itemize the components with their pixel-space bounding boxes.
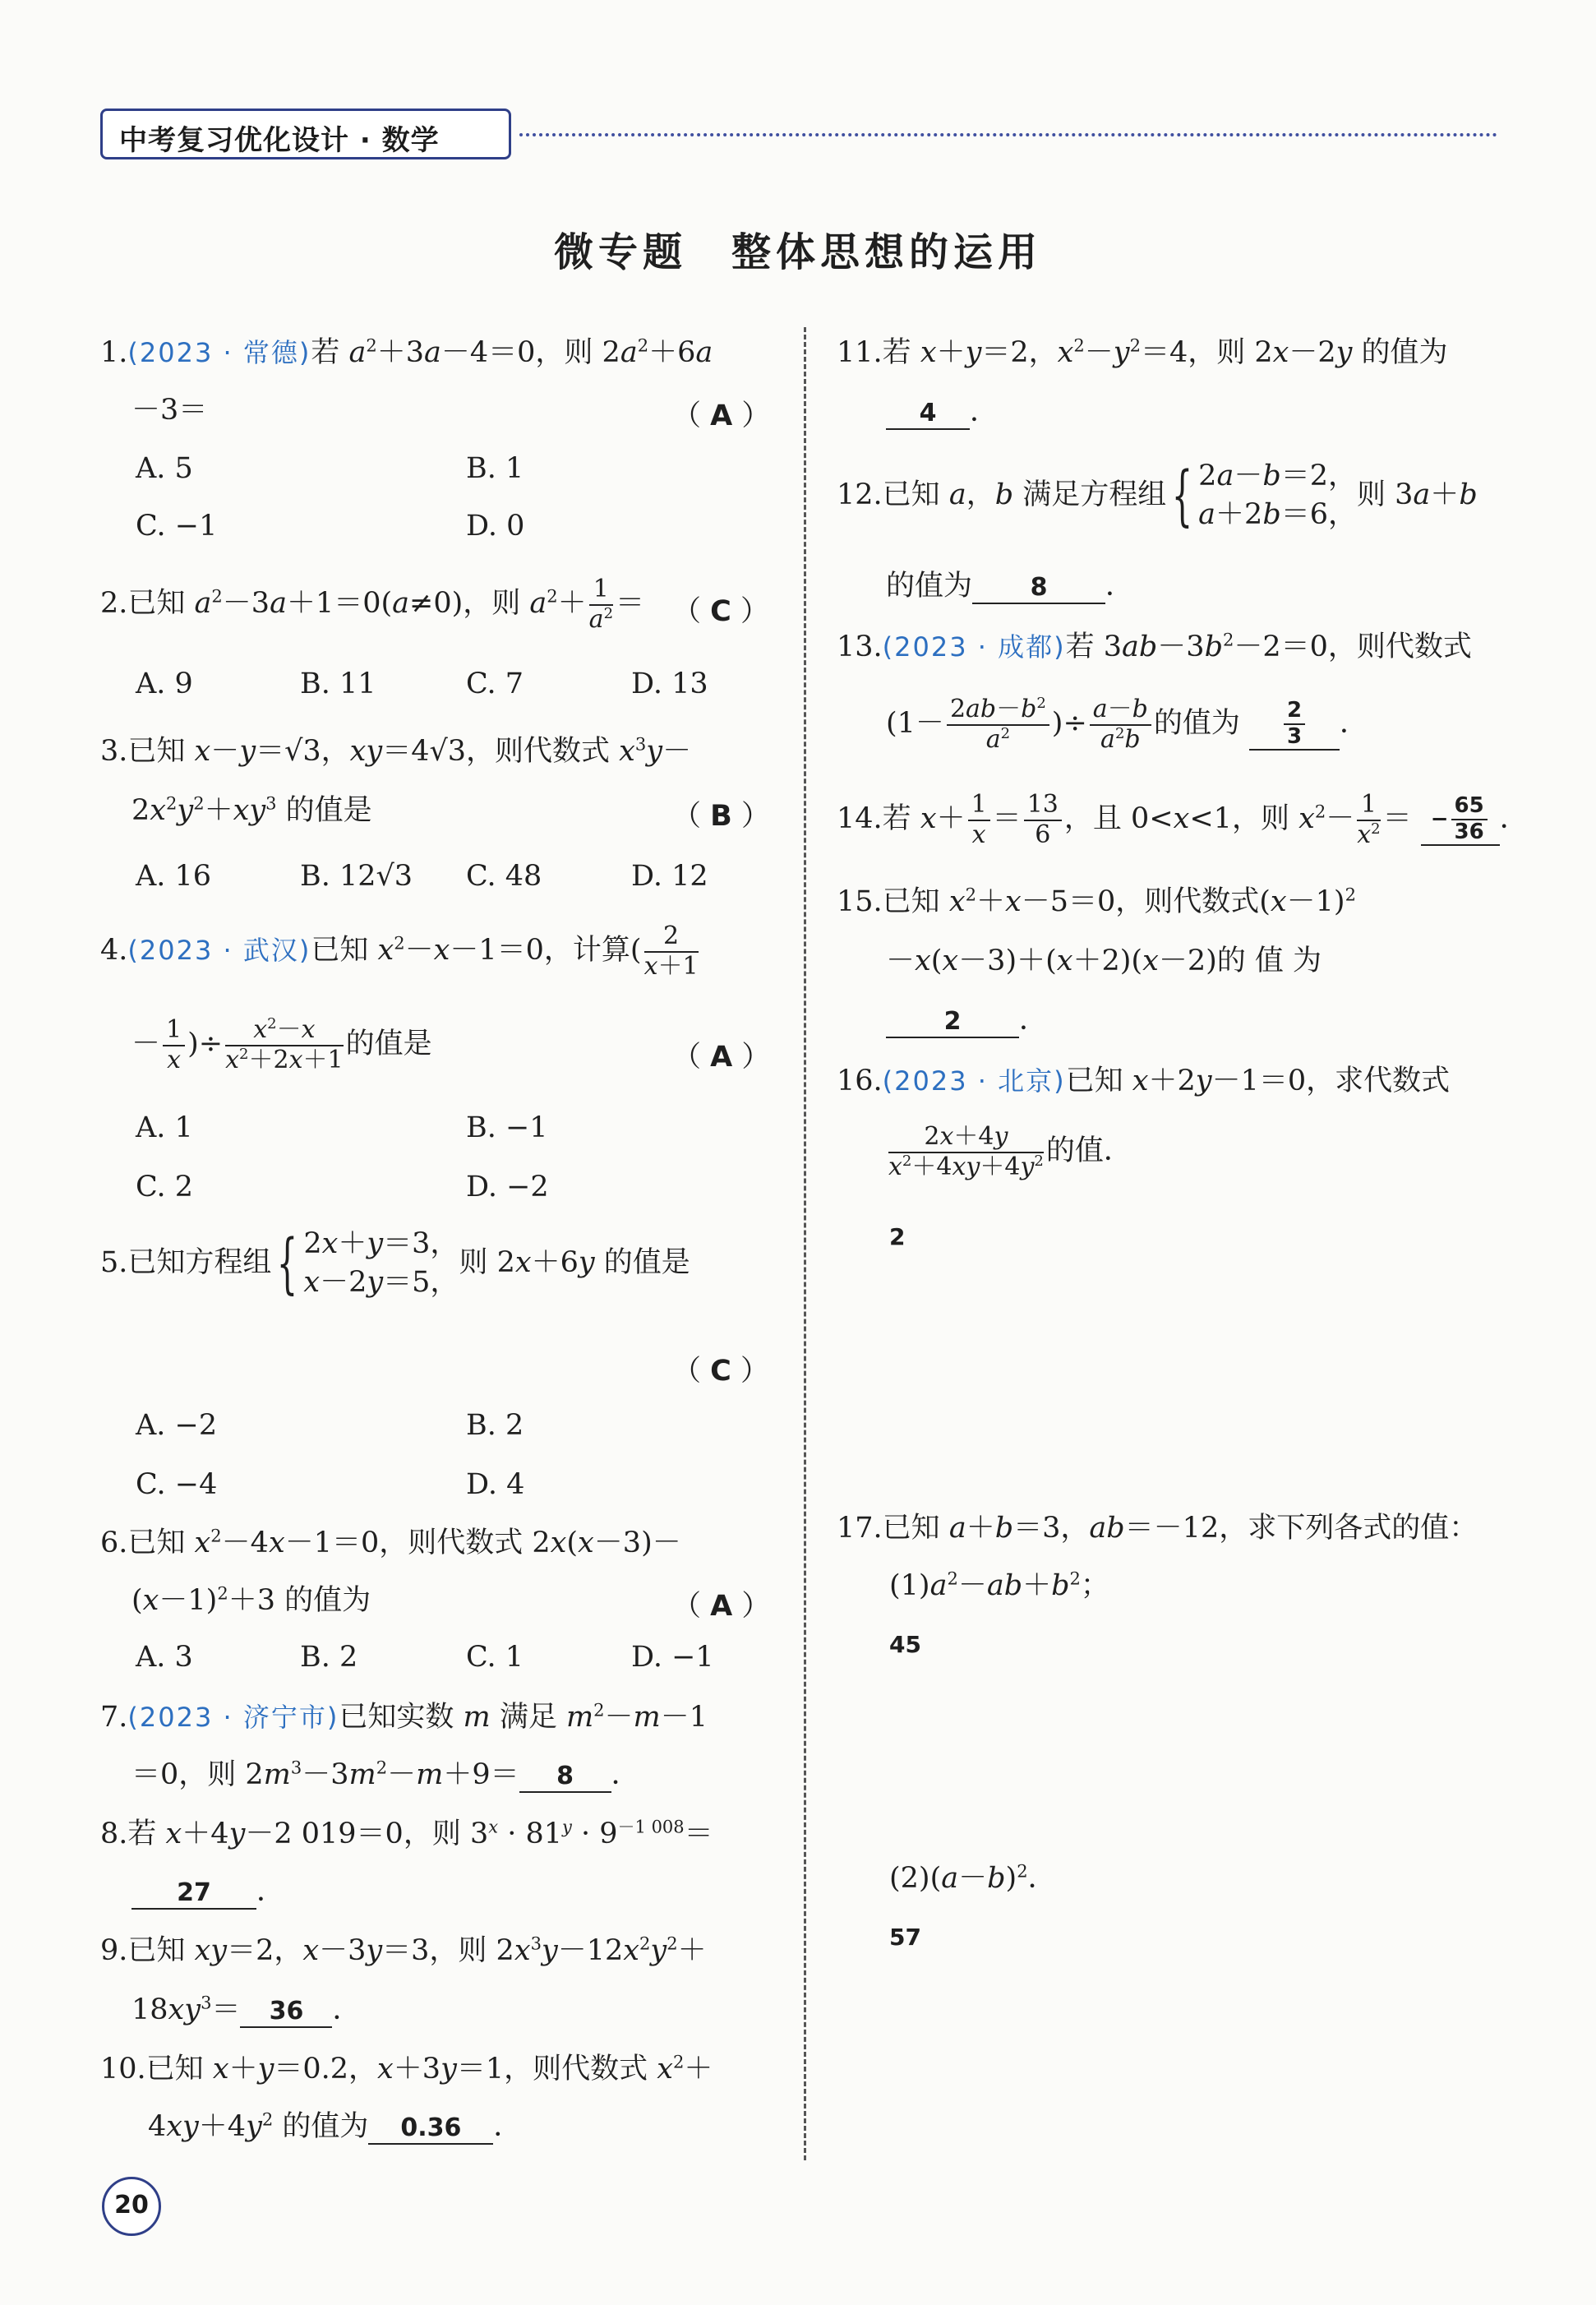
problem-3-option-a: A. 16: [136, 860, 212, 893]
page-title: 微专题 整体思想的运用: [553, 229, 1042, 275]
problem-11-line-1: 11.若 x＋y＝2，$x^2-y^2=4$，则 2x－2y 的值为: [837, 335, 1448, 369]
column-divider: [804, 327, 806, 2160]
problem-17-part-2: $(2)(a-b)^2$．: [889, 1861, 1057, 1895]
problem-4-line-2: － $\frac{1}{x}$ )÷ $\frac{x^2-x}{x^2+2x+1}$ 的值是: [131, 1015, 432, 1074]
problem-17-part-1: $(1)a^2-ab+b^2$；: [889, 1568, 1109, 1602]
problem-3-option-d: D. 12: [631, 860, 708, 893]
problem-13-answer: $\frac{2}{3}$: [1284, 699, 1305, 750]
problem-8-line-2: 27 ．: [131, 1874, 285, 1910]
problem-16-source: (2023 · 北京): [882, 1065, 1066, 1097]
problem-13-line-1: 13.(2023 · 成都)若 $3ab-3b^2-2=0$，则代数式: [837, 630, 1472, 663]
problem-9-line-1: 9.已知 xy＝2，x－3y＝3，则 $2x^3y-12x^2y^2+$: [100, 1933, 707, 1967]
problem-16-line-1: 16.(2023 · 北京)已知 x＋2y－1＝0，求代数式: [837, 1065, 1451, 1097]
problem-12-line-1: 12.已知 a，b 满足方程组{ 2a－b＝2， a＋2b＝6， 则 3a＋b: [837, 457, 1478, 534]
problem-9-answer: 36: [240, 1998, 332, 2028]
problem-3-option-c: C. 48: [466, 860, 542, 893]
problem-3-line-1: 3.已知 x－y＝√3，xy＝4√3，则代数式 $x^3y-$: [100, 734, 692, 768]
problem-15-answer: 2: [886, 1008, 1019, 1038]
problem-3-line-2: $2x^2y^2+xy^3$ 的值是: [131, 793, 372, 827]
problem-8-answer: 27: [131, 1879, 256, 1910]
problem-4-option-d: D. −2: [466, 1171, 549, 1203]
problem-5-option-d: D. 4: [466, 1468, 525, 1501]
problem-8-line-1: 8.若 x＋4y－2 019＝0，则 $3^x \cdot 81^y \cdot 9^{-1 008}=$: [100, 1817, 713, 1850]
problem-6-option-d: D. −1: [631, 1641, 714, 1674]
problem-10-line-1: 10.已知 x＋y＝0.2，x＋3y＝1，则代数式 $x^2+$: [100, 2052, 713, 2086]
problem-7-line-2: ＝0，则 $2m^3-3m^2-m+9= 8$ ．: [131, 1758, 640, 1791]
problem-1-line-2: －3＝: [131, 394, 208, 427]
problem-4-line-1: 4.(2023 · 武汉)已知 $x^2-x-1=0$，计算( $\frac{2}{x+1}$: [100, 922, 699, 981]
header-title: 中考复习优化设计 · 数学: [119, 124, 440, 157]
problem-4-option-b: B. −1: [466, 1111, 548, 1144]
problem-14-line-1: 14.若 x＋ $\frac{1}{x}$ ＝ $\frac{13}{6}$ ，且 0<x<1，则 $x^2-$ $\frac{1}{x^2}$ ＝ − $\frac{65}{36}$ ．: [837, 790, 1529, 849]
problem-15-line-1: 15.已知 $x^2+x-5=0$，则代数式$(x-1)^2$: [837, 885, 1356, 918]
problem-6-answer: （ A ）: [672, 1590, 771, 1623]
problem-11-line-2: 4 ．: [886, 395, 999, 430]
problem-1-line-1: 1.(2023 · 常德)若 $a^2+3a-4=0$，则 $2a^2+6a$: [100, 335, 713, 369]
problem-2-option-c: C. 7: [466, 667, 524, 700]
problem-13-source: (2023 · 成都): [882, 631, 1066, 663]
problem-10-answer: 0.36: [368, 2114, 493, 2145]
problem-4-option-c: C. 2: [136, 1171, 194, 1203]
header-box: [100, 109, 511, 159]
problem-1-option-c: C. −1: [136, 510, 218, 543]
problem-15-line-2: －x(x－3)＋(x＋2)(x－2)的 值 为: [886, 945, 1322, 977]
problem-6-line-2: $(x-1)^2+3$ 的值为: [131, 1583, 371, 1617]
problem-2-option-a: A. 9: [136, 667, 193, 700]
problem-1-answer: （ A ）: [672, 400, 771, 432]
problem-13-line-2: (1－ $\frac{2ab-b^2}{a^2}$ )÷ $\frac{a-b}{a^2b}$ 的值为 $\frac{2}{3}$ ．: [886, 695, 1369, 754]
problem-4-option-a: A. 1: [136, 1111, 193, 1144]
problem-1-option-b: B. 1: [466, 452, 524, 485]
problem-16-line-2: $\frac{2x+4y}{x^2+4xy+4y^2}$ 的值．: [888, 1122, 1132, 1181]
problem-4-answer: （ A ）: [672, 1041, 771, 1074]
problem-2-option-b: B. 11: [300, 667, 376, 700]
problem-2-answer: （ C ）: [672, 595, 769, 628]
problem-1-option-a: A. 5: [136, 452, 193, 485]
problem-17-answer-2: 57: [889, 1924, 921, 1951]
problem-10-line-2: $4xy+4y^2$ 的值为 0.36 ．: [148, 2109, 523, 2143]
problem-16-answer: 2: [889, 1223, 906, 1250]
problem-3-option-b: B. 12√3: [300, 860, 413, 893]
problem-3-answer: （ B ）: [672, 800, 770, 833]
problem-15-line-3: 2 ．: [886, 1003, 1048, 1038]
problem-17-answer-1: 45: [889, 1631, 921, 1658]
problem-7-source: (2023 · 济宁市): [127, 1702, 339, 1733]
problem-1-option-d: D. 0: [466, 510, 525, 543]
problem-2-option-d: D. 13: [631, 667, 708, 700]
problem-2-stem: 2.已知 $a^2-3a+1=0(a\ne 0)$，则 $a^2+$ $\frac{1}{a^2}$ ＝: [100, 575, 645, 634]
problem-5-answer: （ C ）: [672, 1355, 769, 1388]
problem-6-option-a: A. 3: [136, 1641, 193, 1674]
problem-4-source: (2023 · 武汉): [127, 935, 311, 966]
problem-5-option-b: B. 2: [466, 1409, 524, 1442]
problem-7-line-1: 7.(2023 · 济宁市)已知实数 m 满足 $m^2-m-1$: [100, 1700, 708, 1734]
problem-5-option-c: C. −4: [136, 1468, 218, 1501]
problem-14-answer: − $\frac{65}{36}$: [1421, 794, 1500, 847]
problem-6-line-1: 6.已知 $x^2-4x-1=0$，则代数式 2x(x－3)－: [100, 1526, 681, 1559]
problem-5-option-a: A. −2: [136, 1409, 218, 1442]
problem-17-stem: 17.已知 a＋b＝3，ab＝－12，求下列各式的值：: [837, 1512, 1478, 1545]
problem-9-line-2: $18xy^3= 36$ ．: [131, 1993, 362, 2026]
problem-7-answer: 8: [519, 1762, 611, 1793]
page-number: 20: [102, 2177, 161, 2236]
problem-6-option-c: C. 1: [466, 1641, 524, 1674]
problem-5-stem: 5.已知方程组{ 2x＋y＝3， x－2y＝5， 则 2x＋6y 的值是: [100, 1225, 690, 1302]
problem-1-source: (2023 · 常德): [127, 337, 311, 368]
problem-12-answer: 8: [972, 574, 1105, 604]
header-dotted-rule: [519, 133, 1497, 136]
problem-6-option-b: B. 2: [300, 1641, 358, 1674]
problem-11-answer: 4: [886, 400, 970, 430]
problem-12-line-2: 的值为 8 ．: [886, 570, 1135, 603]
